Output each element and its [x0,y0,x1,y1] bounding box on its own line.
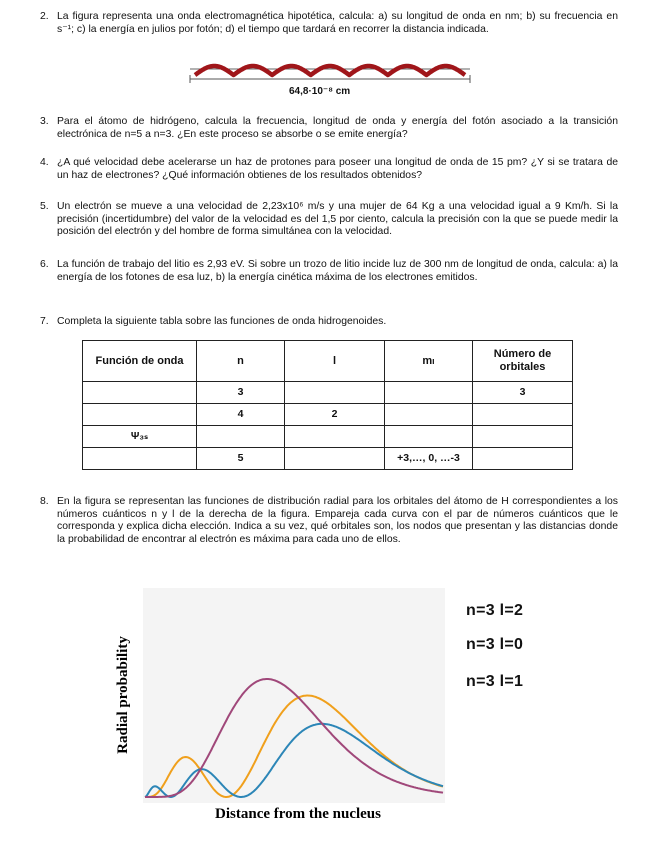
table-cell[interactable]: 4 [197,404,285,426]
table-row [83,404,573,426]
wave-curve [195,66,465,75]
table-cell[interactable] [473,404,573,426]
table-cell[interactable] [197,426,285,448]
question-text: Un electrón se mueve a una velocidad de 2,23x10⁶ m/s y una mujer de 64 Kg a una velocidad igual a 9 Km/h. Si la precisión (incertidumbre) del valor de la velocidad es del 1,5 por ciento, calcula la precisión con la que se puede medir la posición del electrón y del hombre de forma simultánea con la velocidad. [57,201,618,238]
label-n3-l2: n=3 l=2 [466,602,524,619]
question-text: ¿A qué velocidad debe acelerarse un haz de protones para poseer una longitud de onda de 15 pm? ¿Y si se tratara de un haz de electrones? ¿Qué información obtienes de los resultados obtenidos? [57,157,618,181]
wavefunction-table [82,340,573,470]
table-cell[interactable]: 3 [473,382,573,404]
question-number: 3. [40,116,49,127]
question-text: La función de trabajo del litio es 2,93 eV. Si sobre un trozo de litio incide luz de 300 nm de longitud de onda, calcula: a) la energía de los fotones de esa luz, b) la energía cinética máxima de los electrones emitidos. [57,259,618,283]
label-n3-l0: n=3 l=0 [466,636,524,653]
question-number: 5. [40,201,49,212]
table-cell[interactable] [83,404,197,426]
table-cell[interactable] [473,448,573,470]
question-number: 4. [40,157,49,168]
header-l: l [285,341,385,382]
question-number: 7. [40,316,49,327]
table-cell[interactable] [83,448,197,470]
question-number: 6. [40,259,49,270]
question-text: La figura representa una onda electromagnética hipotética, calcula: a) su longitud de onda en nm; b) su frecuencia en s⁻¹; c) la energía en julios por fotón; d) el tiempo que tardará en recorrer la distancia indicada. [57,11,618,35]
table-cell[interactable] [385,404,473,426]
header-n: n [197,341,285,382]
y-axis-label: Radial probability [115,636,131,754]
question-5 [40,201,618,239]
header-num-orbitales: Número de orbitales [473,341,573,382]
question-3 [40,116,618,141]
table-row [83,448,573,470]
table-cell[interactable] [385,426,473,448]
table-cell[interactable] [285,448,385,470]
question-6 [40,259,618,284]
question-2 [40,11,618,36]
question-8 [40,496,618,546]
table-header-row [83,341,573,382]
label-n3-l1: n=3 l=1 [466,673,524,690]
x-axis-label: Distance from the nucleus [215,806,381,822]
table-row [83,382,573,404]
table-row [83,426,573,448]
wave-distance-label: 64,8·10⁻⁸ cm [289,86,351,97]
radial-distribution-figure [110,585,540,825]
table-cell[interactable] [83,382,197,404]
table-cell[interactable]: Ψ₃ₛ [83,426,197,448]
table-cell[interactable] [473,426,573,448]
question-number: 8. [40,496,49,507]
question-4 [40,157,618,182]
question-text: Para el átomo de hidrógeno, calcula la frecuencia, longitud de onda y energía del fotón asociado a la transición electrónica de n=5 a n=3. ¿En este proceso se absorbe o se emite energía? [57,116,618,140]
question-7 [40,316,618,329]
question-number: 2. [40,11,49,22]
table-cell[interactable]: 3 [197,382,285,404]
table-cell[interactable] [285,382,385,404]
question-text: Completa la siguiente tabla sobre las funciones de onda hidrogenoides. [57,316,387,327]
question-text: En la figura se representan las funciones de distribución radial para los orbitales del átomo de H correspondientes a los números cuánticos n y l de la derecha de la figura. Empareja cada curva con el par de números cuánticos que le corresponda y explica dicha elección. Indica a su vez, qué orbitales son, los nodos que presentan y las distancias donde la probabilidad de encontrar al electrón es máxima para cada uno de ellos. [57,496,618,545]
header-funcion: Función de onda [83,341,197,382]
table-cell[interactable]: 5 [197,448,285,470]
table-cell[interactable]: 2 [285,404,385,426]
plot-area [143,588,445,803]
radial-plot [110,585,540,825]
table-cell[interactable]: +3,…, 0, …-3 [385,448,473,470]
table-cell[interactable] [385,382,473,404]
header-ml: mₗ [385,341,473,382]
table-cell[interactable] [285,426,385,448]
